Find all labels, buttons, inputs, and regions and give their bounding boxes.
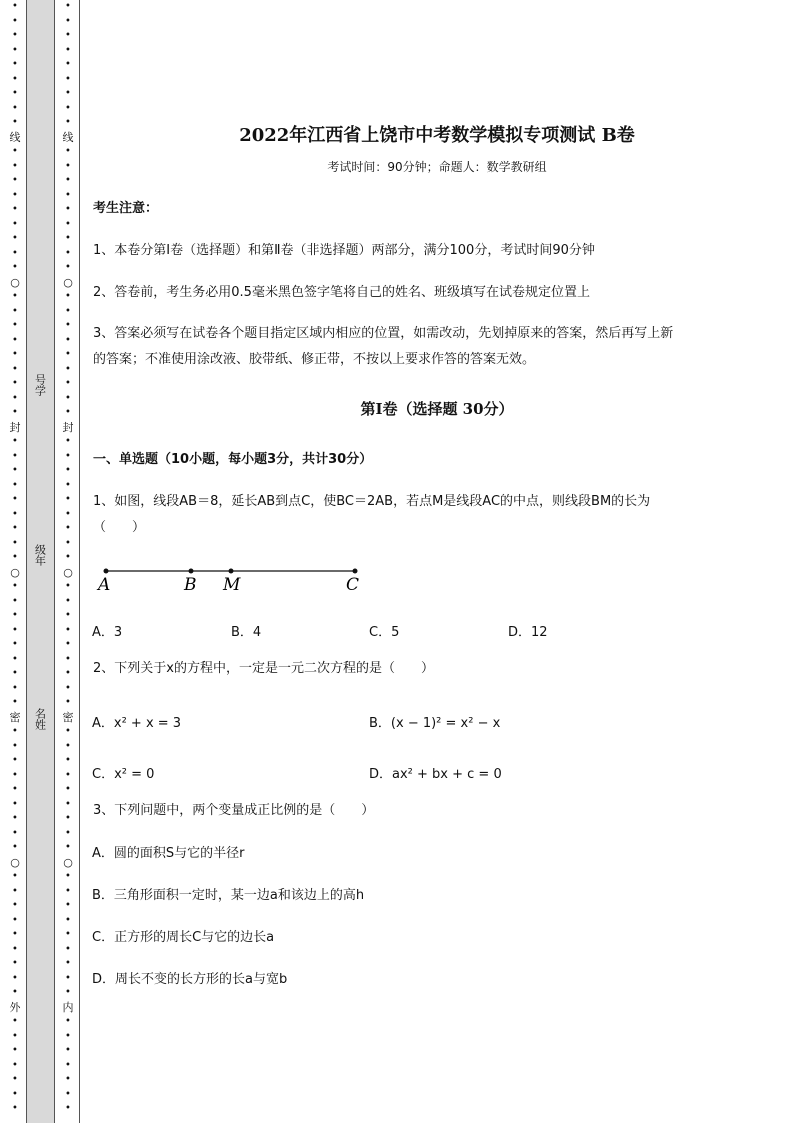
binding-inner-mark: ○ [63,855,73,869]
q2-option-c[interactable]: C．x² = 0 [92,767,155,782]
page-title: 2022年江西省上饶市中考数学模拟专项测试 B卷 [239,125,635,146]
binding-inner-dot: • [65,1103,71,1114]
binding-inner-dot: • [65,726,71,737]
binding-outer-dot: • [12,189,18,201]
binding-outer-dot: • [12,537,18,549]
binding-inner-dot: • [65,146,71,157]
binding-inner-column [57,0,79,1123]
part-heading: 一、单选题（10小题，每小题3分，共计30分） [93,452,373,467]
binding-outer-dot: • [12,88,18,99]
binding-inner-mark: 线 [62,130,74,144]
binding-outer-dot: • [12,871,18,882]
binding-inner-dot: • [65,987,71,998]
binding-inner-dot: • [65,697,71,708]
binding-inner-dot: • [65,233,71,244]
binding-inner-dot: • [65,30,71,41]
binding-inner-dot: • [65,1059,71,1071]
binding-outer-dot: • [12,958,18,969]
binding-outer-dot: • [12,1016,18,1027]
binding-outer-mark: ○ [10,275,20,289]
binding-outer-dot: • [12,653,18,665]
binding-inner-dot: • [65,653,71,665]
binding-outer-dot: • [12,363,18,375]
binding-inner-dot: • [65,334,71,346]
binding-outer-dot: • [12,450,18,462]
binding-outer-dot: • [12,885,18,897]
binding-outer-dot: • [12,349,18,360]
binding-inner-dot: • [65,813,71,824]
binding-outer-dot: • [12,436,18,447]
q3-option-a[interactable]: A．圆的面积S与它的半径r [92,846,245,861]
binding-outer-dot: • [12,218,18,230]
binding-outer-dot: • [12,697,18,708]
binding-inner-dot: • [65,392,71,404]
binding-inner-dot: • [65,624,71,636]
binding-outer-dot: • [12,914,18,926]
binding-outer-dot: • [12,233,18,244]
binding-outer-dot: • [12,610,18,621]
field-student-id [26,374,53,396]
binding-inner-dot: • [65,798,71,810]
binding-inner-dot: • [65,682,71,694]
binding-outer-dot: • [12,59,18,70]
binding-inner-dot: • [65,479,71,491]
binding-inner-dot: • [65,88,71,99]
binding-outer-dot: • [12,639,18,650]
point-b-label: B [184,575,197,595]
binding-inner-dot: • [65,305,71,317]
binding-inner-dot: • [65,668,71,679]
binding-outer-dot: • [12,769,18,781]
binding-inner-dot: • [65,537,71,549]
binding-outer-dot: • [12,929,18,940]
binding-outer-dot: • [12,102,18,114]
section-title: 第Ⅰ卷（选择题 30分） [360,400,514,418]
point-a-label: A [98,575,111,595]
binding-outer-dot: • [12,73,18,85]
binding-inner-dot: • [65,1016,71,1027]
binding-outer-dot: • [12,726,18,737]
notice-item-1: 1、本卷分第Ⅰ卷（选择题）和第Ⅱ卷（非选择题）两部分，满分100分，考试时间90分钟 [93,243,595,258]
binding-outer-dot: • [12,972,18,984]
binding-inner-dot: • [65,247,71,259]
q1-option-c[interactable]: C．5 [369,625,400,640]
binding-inner-dot: • [65,73,71,85]
binding-inner-dot: • [65,1030,71,1042]
binding-outer-dot: • [12,682,18,694]
binding-outer-dot: • [12,1045,18,1056]
binding-inner-dot: • [65,871,71,882]
binding-outer-mark: ○ [10,565,20,579]
binding-inner-dot: • [65,842,71,853]
binding-inner-dot: • [65,291,71,302]
binding-inner-dot: • [65,827,71,839]
binding-inner-dot: • [65,450,71,462]
binding-inner-dot: • [65,189,71,201]
binding-outer-dot: • [12,827,18,839]
binding-inner-dot: • [65,581,71,592]
binding-outer-dot: • [12,523,18,534]
point-a-dot [104,569,109,574]
binding-inner-dot: • [65,1045,71,1056]
binding-outer-dot: • [12,1088,18,1100]
binding-inner-dot: • [65,218,71,230]
binding-outer-mark: ○ [10,855,20,869]
binding-inner-dot: • [65,958,71,969]
binding-outer-dot: • [12,1030,18,1042]
binding-inner-dot: • [65,102,71,114]
q3-option-c[interactable]: C．正方形的周长C与它的边长a [92,930,275,945]
field-name-label: 名姓 [33,708,47,730]
binding-outer-dot: • [12,117,18,128]
binding-outer-dot: • [12,334,18,346]
binding-inner-mark: 内 [62,1000,74,1014]
binding-inner-dot: • [65,160,71,172]
binding-inner-mark: ○ [63,275,73,289]
binding-inner-dot: • [65,784,71,795]
binding-outer-dot: • [12,624,18,636]
point-m-dot [229,569,234,574]
binding-outer-dot: • [12,987,18,998]
binding-outer-mark: 外 [9,1000,21,1014]
binding-outer-mark: 封 [9,420,21,434]
binding-outer-dot: • [12,552,18,563]
binding-inner-dot: • [65,972,71,984]
binding-outer-dot: • [12,30,18,41]
binding-inner-dot: • [65,494,71,505]
notice-heading: 考生注意： [93,201,159,216]
binding-inner-dot: • [65,262,71,273]
binding-inner-dot: • [65,610,71,621]
binding-inner-dot: • [65,523,71,534]
binding-outer-dot: • [12,392,18,404]
binding-outer-dot: • [12,247,18,259]
binding-outer-mark: 线 [9,130,21,144]
binding-outer-dot: • [12,595,18,607]
binding-inner-dot: • [65,755,71,766]
binding-inner-dot: • [65,740,71,752]
binding-inner-dot: • [65,117,71,128]
binding-inner-dot: • [65,59,71,70]
binding-inner-dot: • [65,595,71,607]
binding-inner-dot: • [65,900,71,911]
exam-info: 考试时间：90分钟；命题人：数学教研组 [327,160,547,174]
binding-outer-dot: • [12,494,18,505]
binding-outer-dot: • [12,1059,18,1071]
binding-outer-dot: • [12,813,18,824]
binding-outer-dot: • [12,204,18,215]
binding-outer-dot: • [12,44,18,56]
field-class-label: 级年 [33,544,47,566]
binding-outer-dot: • [12,479,18,491]
binding-outer-dot: • [12,508,18,520]
binding-inner-mark: ○ [63,565,73,579]
field-student-id-label: 号学 [33,374,47,396]
question-1-stem: 1、如图，线段AB＝8，延长AB到点C，使BC＝2AB，若点M是线段AC的中点，则线段BM的长为 [93,494,651,509]
field-name [26,708,53,730]
binding-inner-dot: • [65,1088,71,1100]
binding-outer-dot: • [12,1,18,12]
binding-inner-mark: 封 [62,420,74,434]
question-1-stem-cont: （ ） [93,520,146,535]
binding-inner-mark: 密 [62,710,74,724]
binding-inner-dot: • [65,914,71,926]
binding-inner-dot: • [65,44,71,56]
binding-outer-dot: • [12,465,18,476]
binding-outer-dot: • [12,160,18,172]
binding-outer-dot: • [12,581,18,592]
binding-outer-dot: • [12,755,18,766]
binding-inner-dot: • [65,363,71,375]
notice-item-3: 3、答案必须写在试卷各个题目指定区域内相应的位置，如需改动，先划掉原来的答案，然后再写上新 [93,326,674,341]
binding-inner-dot: • [65,885,71,897]
point-c-label: C [346,575,360,595]
notice-item-3-cont: 的答案；不准使用涂改液、胶带纸、修正带，不按以上要求作答的答案无效。 [93,352,536,367]
q1-option-d[interactable]: D．12 [508,625,548,640]
binding-inner-dot: • [65,349,71,360]
point-m-label: M [223,575,241,595]
binding-outer-dot: • [12,668,18,679]
binding-inner-dot: • [65,15,71,27]
binding-outer-dot: • [12,798,18,810]
binding-outer-dot: • [12,740,18,752]
segment-figure [90,555,380,600]
binding-outer-dot: • [12,407,18,418]
binding-outer-dot: • [12,842,18,853]
binding-inner-dot: • [65,508,71,520]
binding-inner-dot: • [65,552,71,563]
binding-outer-dot: • [12,900,18,911]
binding-inner-dot: • [65,769,71,781]
binding-outer-dot: • [12,1103,18,1114]
binding-inner-dot: • [65,1,71,12]
binding-inner-dot: • [65,175,71,186]
binding-outer-dot: • [12,1074,18,1085]
q3-option-d[interactable]: D．周长不变的长方形的长a与宽b [92,972,288,987]
binding-inner-dot: • [65,204,71,215]
binding-outer-dot: • [12,305,18,317]
binding-outer-dot: • [12,943,18,955]
q1-option-a[interactable]: A．3 [92,625,123,640]
binding-outer-dot: • [12,146,18,157]
q2-option-b[interactable]: B．(x − 1)² = x² − x [369,716,501,731]
binding-outer-dot: • [12,320,18,331]
notice-item-2: 2、答卷前，考生务必用0.5毫米黑色签字笔将自己的姓名、班级填写在试卷规定位置上 [93,285,590,300]
binding-outer-dot: • [12,262,18,273]
q3-option-b[interactable]: B．三角形面积一定时，某一边a和该边上的高h [92,888,365,903]
binding-inner-dot: • [65,378,71,389]
binding-outer-dot: • [12,378,18,389]
binding-inner-dot: • [65,407,71,418]
point-b-dot [189,569,194,574]
binding-outer-mark: 密 [9,710,21,724]
binding-inner-dot: • [65,320,71,331]
binding-outer-column [4,0,26,1123]
binding-outer-dot: • [12,15,18,27]
binding-inner-dot: • [65,943,71,955]
binding-outer-dot: • [12,175,18,186]
question-3-stem: 3、下列问题中，两个变量成正比例的是（ ） [93,803,375,818]
point-c-dot [353,569,358,574]
binding-outer-dot: • [12,784,18,795]
binding-inner-dot: • [65,1074,71,1085]
question-2-stem: 2、下列关于x的方程中，一定是一元二次方程的是（ ） [93,661,434,676]
q1-option-b[interactable]: B．4 [231,625,262,640]
binding-inner-dot: • [65,929,71,940]
q2-option-a[interactable]: A．x² + x = 3 [92,716,182,731]
field-class [26,544,53,566]
binding-outer-dot: • [12,291,18,302]
q2-option-d[interactable]: D．ax² + bx + c = 0 [369,767,502,782]
binding-inner-dot: • [65,465,71,476]
binding-inner-dot: • [65,436,71,447]
binding-inner-dot: • [65,639,71,650]
